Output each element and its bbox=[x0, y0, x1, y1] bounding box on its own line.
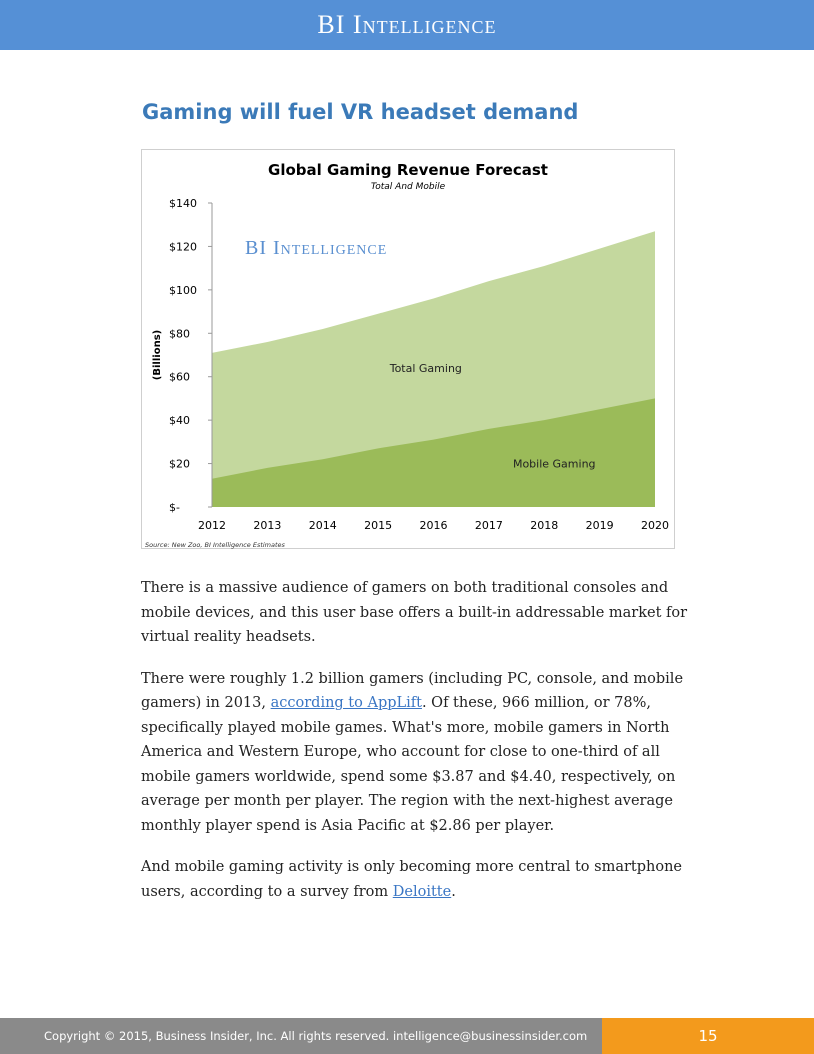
chart-y-axis-label: (Billions) bbox=[152, 329, 163, 381]
copyright-text: Copyright © 2015, Business Insider, Inc. All rights reserved. intelligence@businessinsider.com bbox=[44, 1029, 588, 1043]
series-label-total-gaming: Total Gaming bbox=[389, 362, 462, 376]
x-tick-label: 2012 bbox=[198, 519, 226, 532]
chart-container bbox=[141, 149, 675, 549]
header-bar bbox=[0, 0, 814, 50]
footer-bar bbox=[0, 1018, 814, 1054]
paragraph-2 bbox=[141, 667, 691, 839]
chart-watermark: BI Intelligence bbox=[245, 237, 388, 259]
y-tick-label: $140 bbox=[169, 197, 197, 210]
x-tick-label: 2017 bbox=[474, 519, 503, 532]
paragraph-3 bbox=[141, 855, 691, 904]
chart-title: Global Gaming Revenue Forecast bbox=[268, 161, 548, 179]
y-tick-label: $- bbox=[169, 501, 180, 514]
gaming-revenue-chart bbox=[142, 150, 676, 550]
x-tick-label: 2016 bbox=[419, 519, 448, 532]
y-tick-label: $20 bbox=[169, 457, 190, 471]
paragraph-2-text-a: There were roughly 1.2 billion gamers (including PC, console, and mobile gamers) in 2013, bbox=[141, 670, 684, 711]
paragraph-3-text-b: . bbox=[451, 883, 456, 900]
page-number: 15 bbox=[698, 1027, 718, 1045]
footer-page-number-box bbox=[602, 1018, 814, 1054]
footer-copyright bbox=[0, 1018, 602, 1054]
y-tick-label: $120 bbox=[169, 240, 197, 254]
paragraph-1: There is a massive audience of gamers on both traditional consoles and mobile devices, and this user base offers a built-in addressable market for virtual reality headsets. bbox=[141, 580, 688, 645]
brand-logo: BI Intelligence bbox=[317, 10, 497, 39]
x-tick-label: 2020 bbox=[641, 519, 669, 532]
x-tick-label: 2015 bbox=[364, 519, 393, 532]
section-title: Gaming will fuel VR headset demand bbox=[142, 100, 579, 124]
deloitte-link[interactable]: Deloitte bbox=[392, 883, 452, 900]
paragraph-2-text-b: . Of these, 966 million, or 78%, specifically played mobile games. What's more, mobile gamers in North America and Western Europe, who account for close to one-third of all mobile gamers worldwide, spend some $3.87 and $4.40, respectively, on average per month per player. The region with the next-highest average monthly player spend is Asia Pacific at $2.86 per player. bbox=[141, 695, 676, 834]
series-label-mobile-gaming: Mobile Gaming bbox=[512, 457, 596, 471]
x-tick-label: 2014 bbox=[308, 519, 337, 532]
article-body bbox=[141, 576, 691, 921]
applift-link[interactable]: according to AppLift bbox=[270, 695, 422, 711]
x-tick-label: 2019 bbox=[585, 519, 614, 532]
y-tick-label: $40 bbox=[169, 414, 190, 428]
x-tick-label: 2013 bbox=[253, 519, 282, 532]
y-tick-label: $100 bbox=[169, 283, 197, 297]
y-tick-label: $80 bbox=[169, 327, 190, 341]
chart-subtitle: Total And Mobile bbox=[370, 182, 446, 192]
x-tick-label: 2018 bbox=[530, 519, 559, 532]
y-tick-label: $60 bbox=[169, 370, 190, 384]
paragraph-3-text-a: And mobile gaming activity is only becoming more central to smartphone users, according to a survey from bbox=[141, 859, 683, 900]
chart-source: Source: New Zoo, BI Intelligence Estimates bbox=[145, 541, 285, 549]
